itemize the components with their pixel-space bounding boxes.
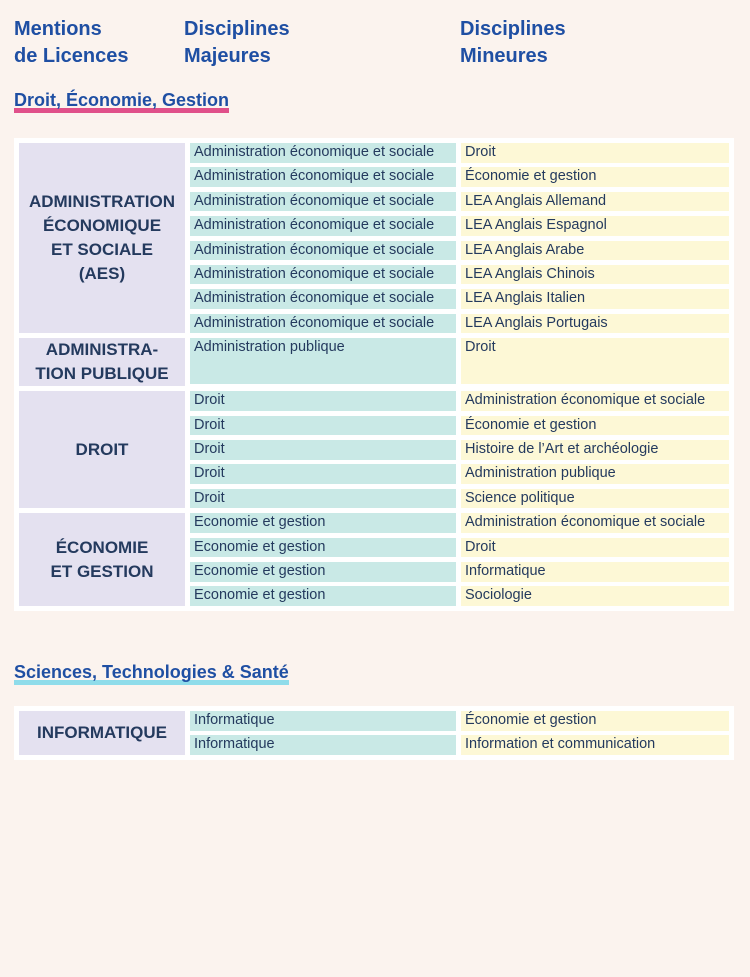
minor-cell: LEA Anglais Allemand <box>461 192 729 212</box>
minor-cell: Sociologie <box>461 586 729 606</box>
table-row <box>190 489 729 509</box>
minor-cell: LEA Anglais Chinois <box>461 265 729 285</box>
table-row <box>190 586 729 606</box>
table-row <box>190 167 729 187</box>
table-row <box>190 338 729 384</box>
minor-cell: Administration publique <box>461 464 729 484</box>
minor-cell: LEA Anglais Espagnol <box>461 216 729 236</box>
table-row <box>190 216 729 236</box>
major-cell: Administration économique et sociale <box>190 216 456 236</box>
minor-cell: LEA Anglais Italien <box>461 289 729 309</box>
header-mineures: Disciplines Mineures <box>460 18 566 67</box>
major-cell: Informatique <box>190 735 456 755</box>
table-row <box>190 711 729 731</box>
major-cell: Administration économique et sociale <box>190 314 456 334</box>
table-row <box>190 513 729 533</box>
minor-cell: Économie et gestion <box>461 416 729 436</box>
major-cell: Droit <box>190 391 456 411</box>
table-row <box>190 241 729 261</box>
minor-cell: Administration économique et sociale <box>461 391 729 411</box>
minor-cell: Droit <box>461 338 729 384</box>
mention-group-droit <box>19 391 729 508</box>
table-row <box>190 562 729 582</box>
table-row <box>190 416 729 436</box>
section-title-text: Droit, Économie, Gestion <box>14 90 230 110</box>
minor-cell: Information et communication <box>461 735 729 755</box>
major-cell: Economie et gestion <box>190 586 456 606</box>
minor-cell: Économie et gestion <box>461 711 729 731</box>
mention-label: DROIT <box>19 391 185 508</box>
section-title-text: Sciences, Technologies & Santé <box>14 662 289 682</box>
major-cell: Informatique <box>190 711 456 731</box>
table-row <box>190 192 729 212</box>
major-cell: Administration économique et sociale <box>190 289 456 309</box>
section-title-sciences-technologies-sante <box>14 661 289 683</box>
mention-label: INFORMATIQUE <box>19 711 185 755</box>
mention-label: ADMINISTRATION ÉCONOMIQUE ET SOCIALE (AES) <box>19 143 185 333</box>
header-majeures: Disciplines Majeures <box>184 18 290 67</box>
discipline-rows <box>190 143 729 333</box>
table-row <box>190 440 729 460</box>
minor-cell: LEA Anglais Portugais <box>461 314 729 334</box>
major-cell: Administration économique et sociale <box>190 241 456 261</box>
minor-cell: Administration économique et sociale <box>461 513 729 533</box>
major-cell: Administration économique et sociale <box>190 265 456 285</box>
major-cell: Economie et gestion <box>190 538 456 558</box>
minor-cell: Droit <box>461 538 729 558</box>
mention-group-aes <box>19 143 729 333</box>
major-cell: Administration économique et sociale <box>190 192 456 212</box>
major-cell: Droit <box>190 416 456 436</box>
minor-cell: Histoire de l’Art et archéologie <box>461 440 729 460</box>
discipline-rows <box>190 513 729 606</box>
table-row <box>190 314 729 334</box>
table-row <box>190 391 729 411</box>
major-cell: Droit <box>190 440 456 460</box>
table-row <box>190 735 729 755</box>
table-sciences-technologies-sante <box>14 706 734 760</box>
header-mentions: Mentions de Licences <box>14 18 129 67</box>
major-cell: Economie et gestion <box>190 562 456 582</box>
minor-cell: Informatique <box>461 562 729 582</box>
mention-label: ÉCONOMIE ET GESTION <box>19 513 185 606</box>
table-row <box>190 538 729 558</box>
minor-cell: Économie et gestion <box>461 167 729 187</box>
discipline-rows <box>190 338 729 386</box>
table-row <box>190 464 729 484</box>
section-title-droit-economie-gestion <box>14 89 229 111</box>
major-cell: Economie et gestion <box>190 513 456 533</box>
table-row <box>190 265 729 285</box>
discipline-rows <box>190 711 729 755</box>
discipline-rows <box>190 391 729 508</box>
major-cell: Droit <box>190 489 456 509</box>
mention-group-economie-gestion <box>19 513 729 606</box>
major-cell: Droit <box>190 464 456 484</box>
table-row <box>190 143 729 163</box>
mention-group-administration-publique <box>19 338 729 386</box>
mention-label: ADMINISTRA- TION PUBLIQUE <box>19 338 185 386</box>
major-cell: Administration économique et sociale <box>190 167 456 187</box>
mention-group-informatique <box>19 711 729 755</box>
table-row <box>190 289 729 309</box>
minor-cell: LEA Anglais Arabe <box>461 241 729 261</box>
major-cell: Administration publique <box>190 338 456 384</box>
major-cell: Administration économique et sociale <box>190 143 456 163</box>
minor-cell: Droit <box>461 143 729 163</box>
table-droit-economie-gestion <box>14 138 734 611</box>
minor-cell: Science politique <box>461 489 729 509</box>
